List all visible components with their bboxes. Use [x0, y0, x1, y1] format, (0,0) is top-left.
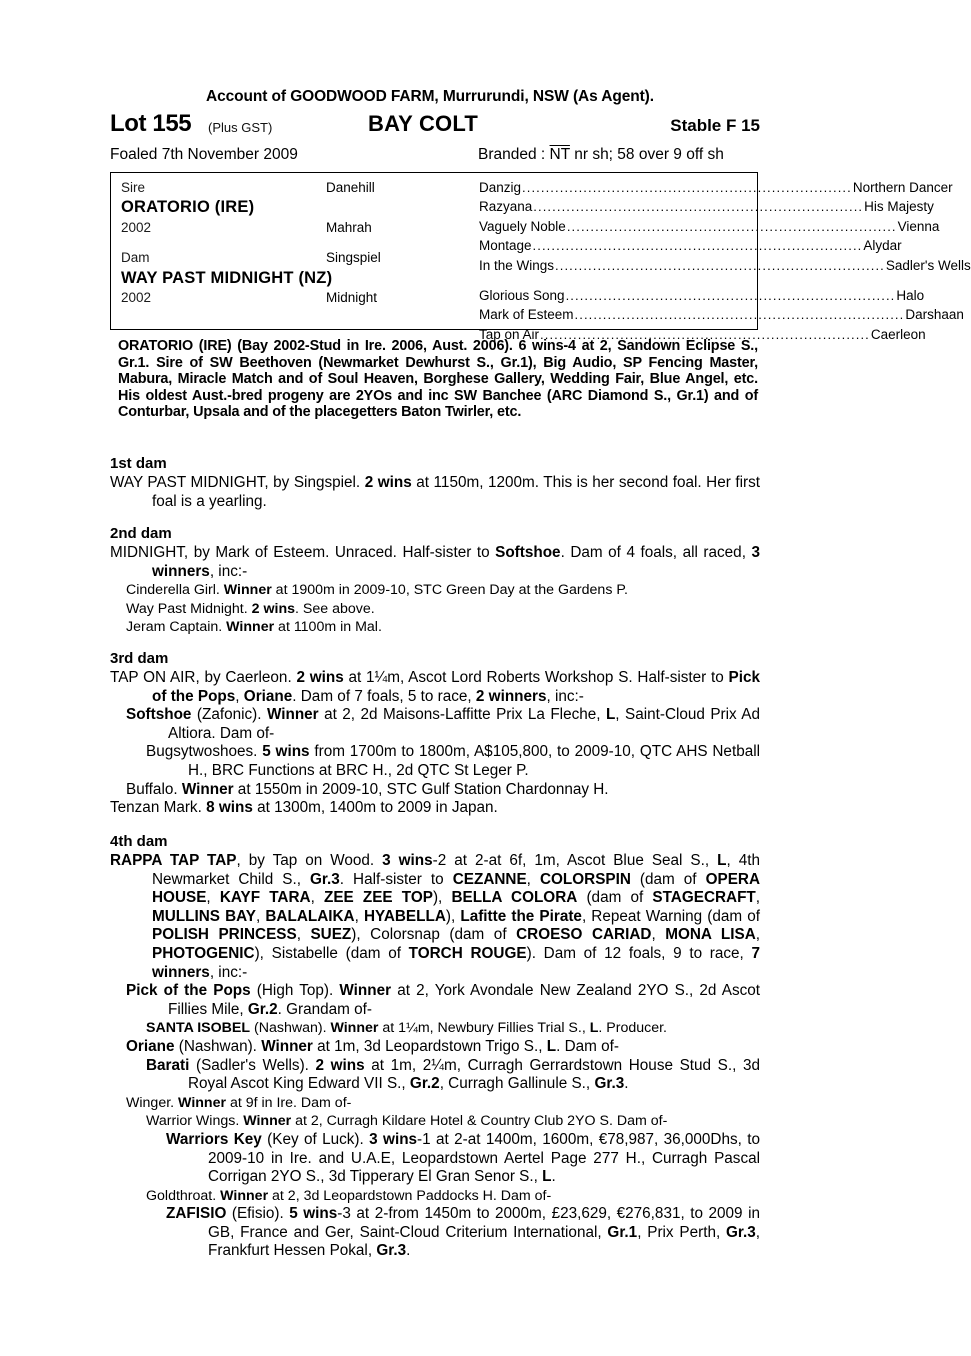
ancestor-near: Montage	[479, 238, 532, 254]
dot-leader: ......................................................................	[574, 307, 905, 323]
dot-leader: ......................................................................	[566, 218, 897, 234]
pedigree-right-column	[479, 178, 971, 344]
ancestor-near: Tap on Air	[479, 326, 540, 342]
pedigree-entry: ZAFISIO (Efisio). 5 wins-3 at 2-from 1450m to 2000m, £23,629, €276,831, to 2009 in GB, France and Ger, Saint-Cloud Criterium International, Gr.1, Prix Perth, Gr.3, Frankfurt Hessen Pokal, Gr.3.	[166, 1205, 761, 1260]
ancestor-far: Halo	[896, 288, 925, 304]
lot-number: Lot 155	[110, 110, 192, 137]
ancestor-far: Caerleon	[870, 326, 926, 342]
pedigree-ancestor-row	[479, 197, 934, 216]
pedigree-entry: Goldthroat. Winner at 2, 3d Leopardstown Paddocks H. Dam of-	[146, 1187, 552, 1204]
dot-leader: ......................................................................	[555, 257, 885, 273]
dam-section	[110, 525, 760, 637]
dam-sire: Singspiel	[326, 250, 381, 266]
ancestor-near: In the Wings	[479, 257, 555, 273]
sire-year: 2002	[121, 219, 152, 235]
foaled-date: Foaled 7th November 2009	[110, 146, 298, 163]
pedigree-box	[110, 172, 971, 342]
branded-prefix: Branded :	[478, 146, 550, 163]
ancestor-far: Sadler's Wells	[885, 257, 971, 273]
dam-section	[110, 455, 760, 511]
dam-section-title: 3rd dam	[110, 650, 169, 667]
ancestor-near: Mark of Esteem	[479, 307, 574, 323]
dot-leader: ......................................................................	[540, 326, 870, 342]
sire-description: ORATORIO (IRE) (Bay 2002-Stud in Ire. 2006, Aust. 2006). 6 wins-4 at 2, Sandown Eclipse S., Gr.1. Sire of SW Beethoven (Newmarket Dewhurst S., Gr.1), Big Audio, SP Fencing Master, Mabura, Miracle Match and of Soul Heaven, Borghese Gallery, Wedding Fair, Blue Angel, etc. His oldest Aust.-bred progeny are 2YOs and inc SW Banchee (ARC Diamond S., Gr.1) and of Conturbar, Upsala and of the placegetters Baton Twirler, etc.	[118, 338, 758, 421]
pedigree-ancestor-row	[479, 217, 940, 236]
dot-leader: ......................................................................	[522, 180, 852, 195]
ancestor-far: Northern Dancer	[852, 180, 953, 195]
ancestor-near: Razyana	[479, 199, 533, 215]
dot-leader: ......................................................................	[533, 199, 864, 215]
pedigree-entry: Bugsytwoshoes. 5 wins from 1700m to 1800m, A$105,800, to 2009-10, QTC AHS Netball H., BRC Functions at BRC H., 2d QTC St Leger P.	[146, 743, 761, 779]
pedigree-entry: Softshoe (Zafonic). Winner at 2, 2d Maisons-Laffitte Prix La Fleche, L, Saint-Cloud Prix Ad Altiora. Dam of-	[126, 706, 761, 742]
dot-leader: ......................................................................	[532, 238, 863, 254]
pedigree-ancestor-row	[479, 286, 925, 305]
pedigree-ancestor-row	[479, 178, 953, 197]
ancestor-near: Glorious Song	[479, 288, 565, 304]
dam-section-title: 4th dam	[110, 833, 168, 850]
dam-section	[110, 833, 760, 1261]
ancestor-far: His Majesty	[864, 199, 934, 215]
ancestor-far: Darshaan	[905, 307, 964, 323]
pedigree-entry: SANTA ISOBEL (Nashwan). Winner at 1¼m, Newbury Fillies Trial S., L. Producer.	[146, 1020, 667, 1037]
dam-name: WAY PAST MIDNIGHT (NZ)	[121, 268, 333, 287]
dam-year: 2002	[121, 290, 152, 306]
pedigree-entry: Tenzan Mark. 8 wins at 1300m, 1400m to 2009 in Japan.	[110, 799, 498, 817]
pedigree-entry: WAY PAST MIDNIGHT, by Singspiel. 2 wins at 1150m, 1200m. This is her second foal. Her first foal is a yearling.	[110, 474, 760, 510]
dam-label: Dam	[121, 250, 150, 266]
ancestor-far: Vienna	[897, 218, 940, 234]
pedigree-entry: Warriors Key (Key of Luck). 3 wins-1 at 2-at 1400m, 1600m, €78,987, 36,000Dhs, to 2009-10 in Ire. and U.A.E, Leopardstown Aertel Page 277 H., Curragh Pascal Corrigan 2YO S., 3d Tipperary El Gran Senor S., L.	[166, 1130, 760, 1186]
pedigree-left-column	[121, 178, 481, 308]
pedigree-entry: Jeram Captain. Winner at 1100m in Mal.	[126, 619, 382, 636]
pedigree-entry: Cinderella Girl. Winner at 1900m in 2009-10, STC Green Day at the Gardens P.	[126, 582, 628, 599]
pedigree-entry: Warrior Wings. Winner at 2, Curragh Kildare Hotel & Country Club 2YO S. Dam of-	[146, 1113, 668, 1130]
dam-section-title: 2nd dam	[110, 525, 172, 542]
pedigree-entry: TAP ON AIR, by Caerleon. 2 wins at 1¼m, Ascot Lord Roberts Workshop S. Half-sister to Pick of the Pops, Oriane. Dam of 7 foals, 5 to race, 2 winners, inc:-	[110, 669, 760, 705]
pedigree-spacer	[121, 237, 481, 248]
pedigree-ancestor-row	[479, 305, 964, 324]
sire-name: ORATORIO (IRE)	[121, 198, 255, 217]
pedigree-entry: Barati (Sadler's Wells). 2 wins at 1m, 2¼m, Curragh Gerrardstown House Stud S., 3d Royal Ascot King Edward VII S., Gr.2, Curragh Gallinule S., Gr.3.	[146, 1056, 760, 1093]
dot-leader: ......................................................................	[565, 288, 896, 304]
branded-suffix: nr sh; 58 over 9 off sh	[569, 146, 724, 163]
pedigree-entry: Winger. Winner at 9f in Ire. Dam of-	[126, 1094, 352, 1111]
pedigree-entry: Buffalo. Winner at 1550m in 2009-10, STC Gulf Station Chardonnay H.	[126, 780, 609, 798]
ancestor-near: Vaguely Noble	[479, 218, 566, 234]
ancestor-far: Alydar	[863, 238, 902, 254]
pedigree-ancestor-row	[479, 236, 902, 255]
brand-mark: $\overline{NT}$	[549, 146, 570, 163]
colt-type: BAY COLT	[368, 111, 478, 136]
sire-dam: Mahrah	[326, 219, 372, 235]
pedigree-ancestor-row	[479, 256, 971, 275]
pedigree-entry: Oriane (Nashwan). Winner at 1m, 3d Leopardstown Trigo S., L. Dam of-	[126, 1037, 619, 1055]
branded-info	[478, 146, 724, 164]
dam-dam: Midnight	[326, 290, 378, 306]
sire-label: Sire	[121, 180, 146, 195]
stable-number: Stable F 15	[670, 116, 760, 135]
dam-section	[110, 650, 760, 818]
pedigree-entry: Way Past Midnight. 2 wins. See above.	[126, 600, 375, 617]
pedigree-entry: RAPPA TAP TAP, by Tap on Wood. 3 wins-2 at 2-at 6f, 1m, Ascot Blue Seal S., L, 4th Newmarket Child S., Gr.3. Half-sister to CEZANNE, COLORSPIN (dam of OPERA HOUSE, KAYF TARA, ZEE ZEE TOP), BELLA COLORA (dam of STAGECRAFT, MULLINS BAY, BALALAIKA, HYABELLA), Lafitte the Pirate, Repeat Warning (dam of POLISH PRINCESS, SUEZ), Colorsnap (dam of CROESO CARIAD, MONA LISA, PHOTOGENIC), Sistabelle (dam of TORCH ROUGE). Dam of 12 foals, 9 to race, 7 winners, inc:-	[110, 852, 761, 981]
dam-section-title: 1st dam	[110, 455, 167, 472]
account-line: Account of GOODWOOD FARM, Murrurundi, NSW (As Agent).	[206, 88, 654, 105]
lot-header-row	[110, 112, 760, 142]
plus-gst-note: (Plus GST)	[208, 120, 273, 135]
pedigree-entry: Pick of the Pops (High Top). Winner at 2, York Avondale New Zealand 2YO S., 2d Ascot Fillies Mile, Gr.2. Grandam of-	[126, 982, 760, 1018]
pedigree-entry: MIDNIGHT, by Mark of Esteem. Unraced. Half-sister to Softshoe. Dam of 4 foals, all raced, 3 winners, inc:-	[110, 544, 760, 580]
ancestor-near: Danzig	[479, 180, 522, 195]
sire-sire: Danehill	[326, 180, 375, 195]
